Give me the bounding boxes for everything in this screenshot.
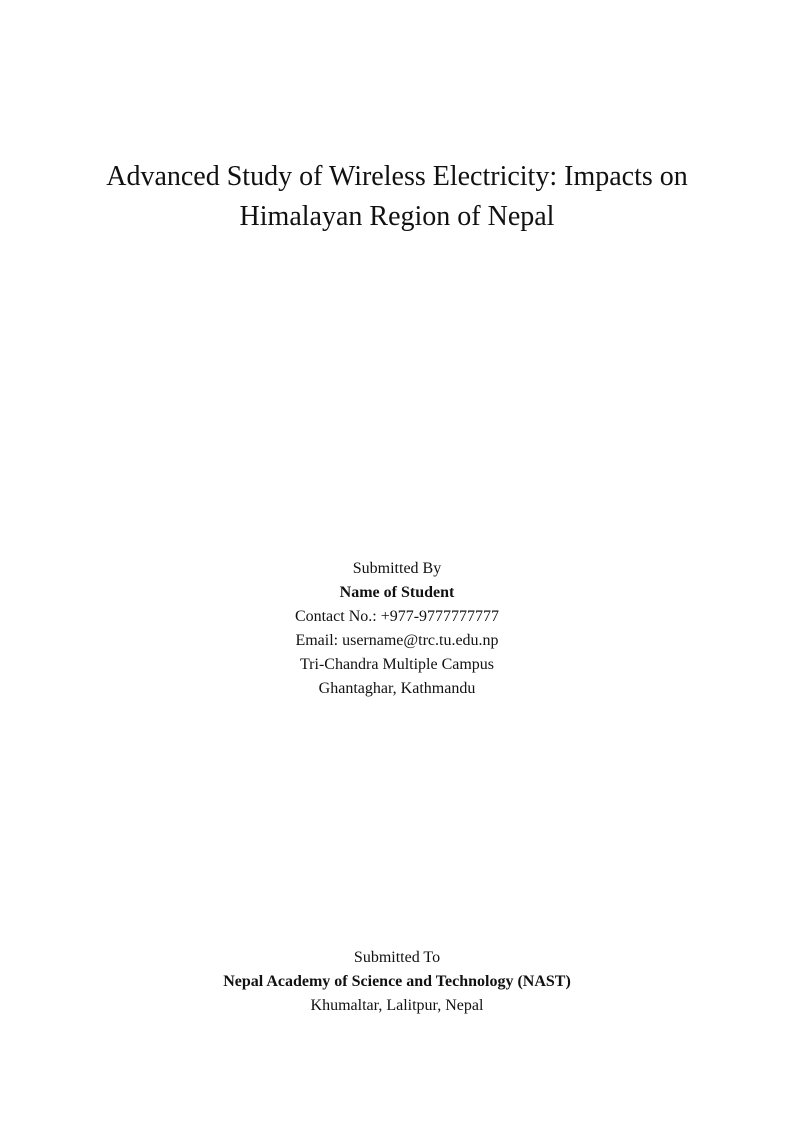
- submitted-by-heading: Submitted By: [352, 560, 442, 577]
- submitted-by-section: [0, 557, 794, 701]
- contact-number: Contact No.: +977-9777777777: [294, 608, 500, 625]
- submitted-to-section: [0, 946, 794, 1018]
- document-title: [0, 157, 794, 237]
- organization-name: Nepal Academy of Science and Technology (NAST): [223, 973, 571, 990]
- campus-address: Ghantaghar, Kathmandu: [318, 680, 476, 697]
- organization-address: Khumaltar, Lalitpur, Nepal: [310, 997, 484, 1014]
- email: Email: username@trc.tu.edu.np: [295, 632, 499, 649]
- campus: Tri-Chandra Multiple Campus: [299, 656, 495, 673]
- title-line-1: Advanced Study of Wireless Electricity: Impacts on: [106, 161, 688, 192]
- student-name: Name of Student: [339, 584, 455, 601]
- title-line-2: Himalayan Region of Nepal: [239, 201, 555, 232]
- submitted-to-heading: Submitted To: [353, 949, 441, 966]
